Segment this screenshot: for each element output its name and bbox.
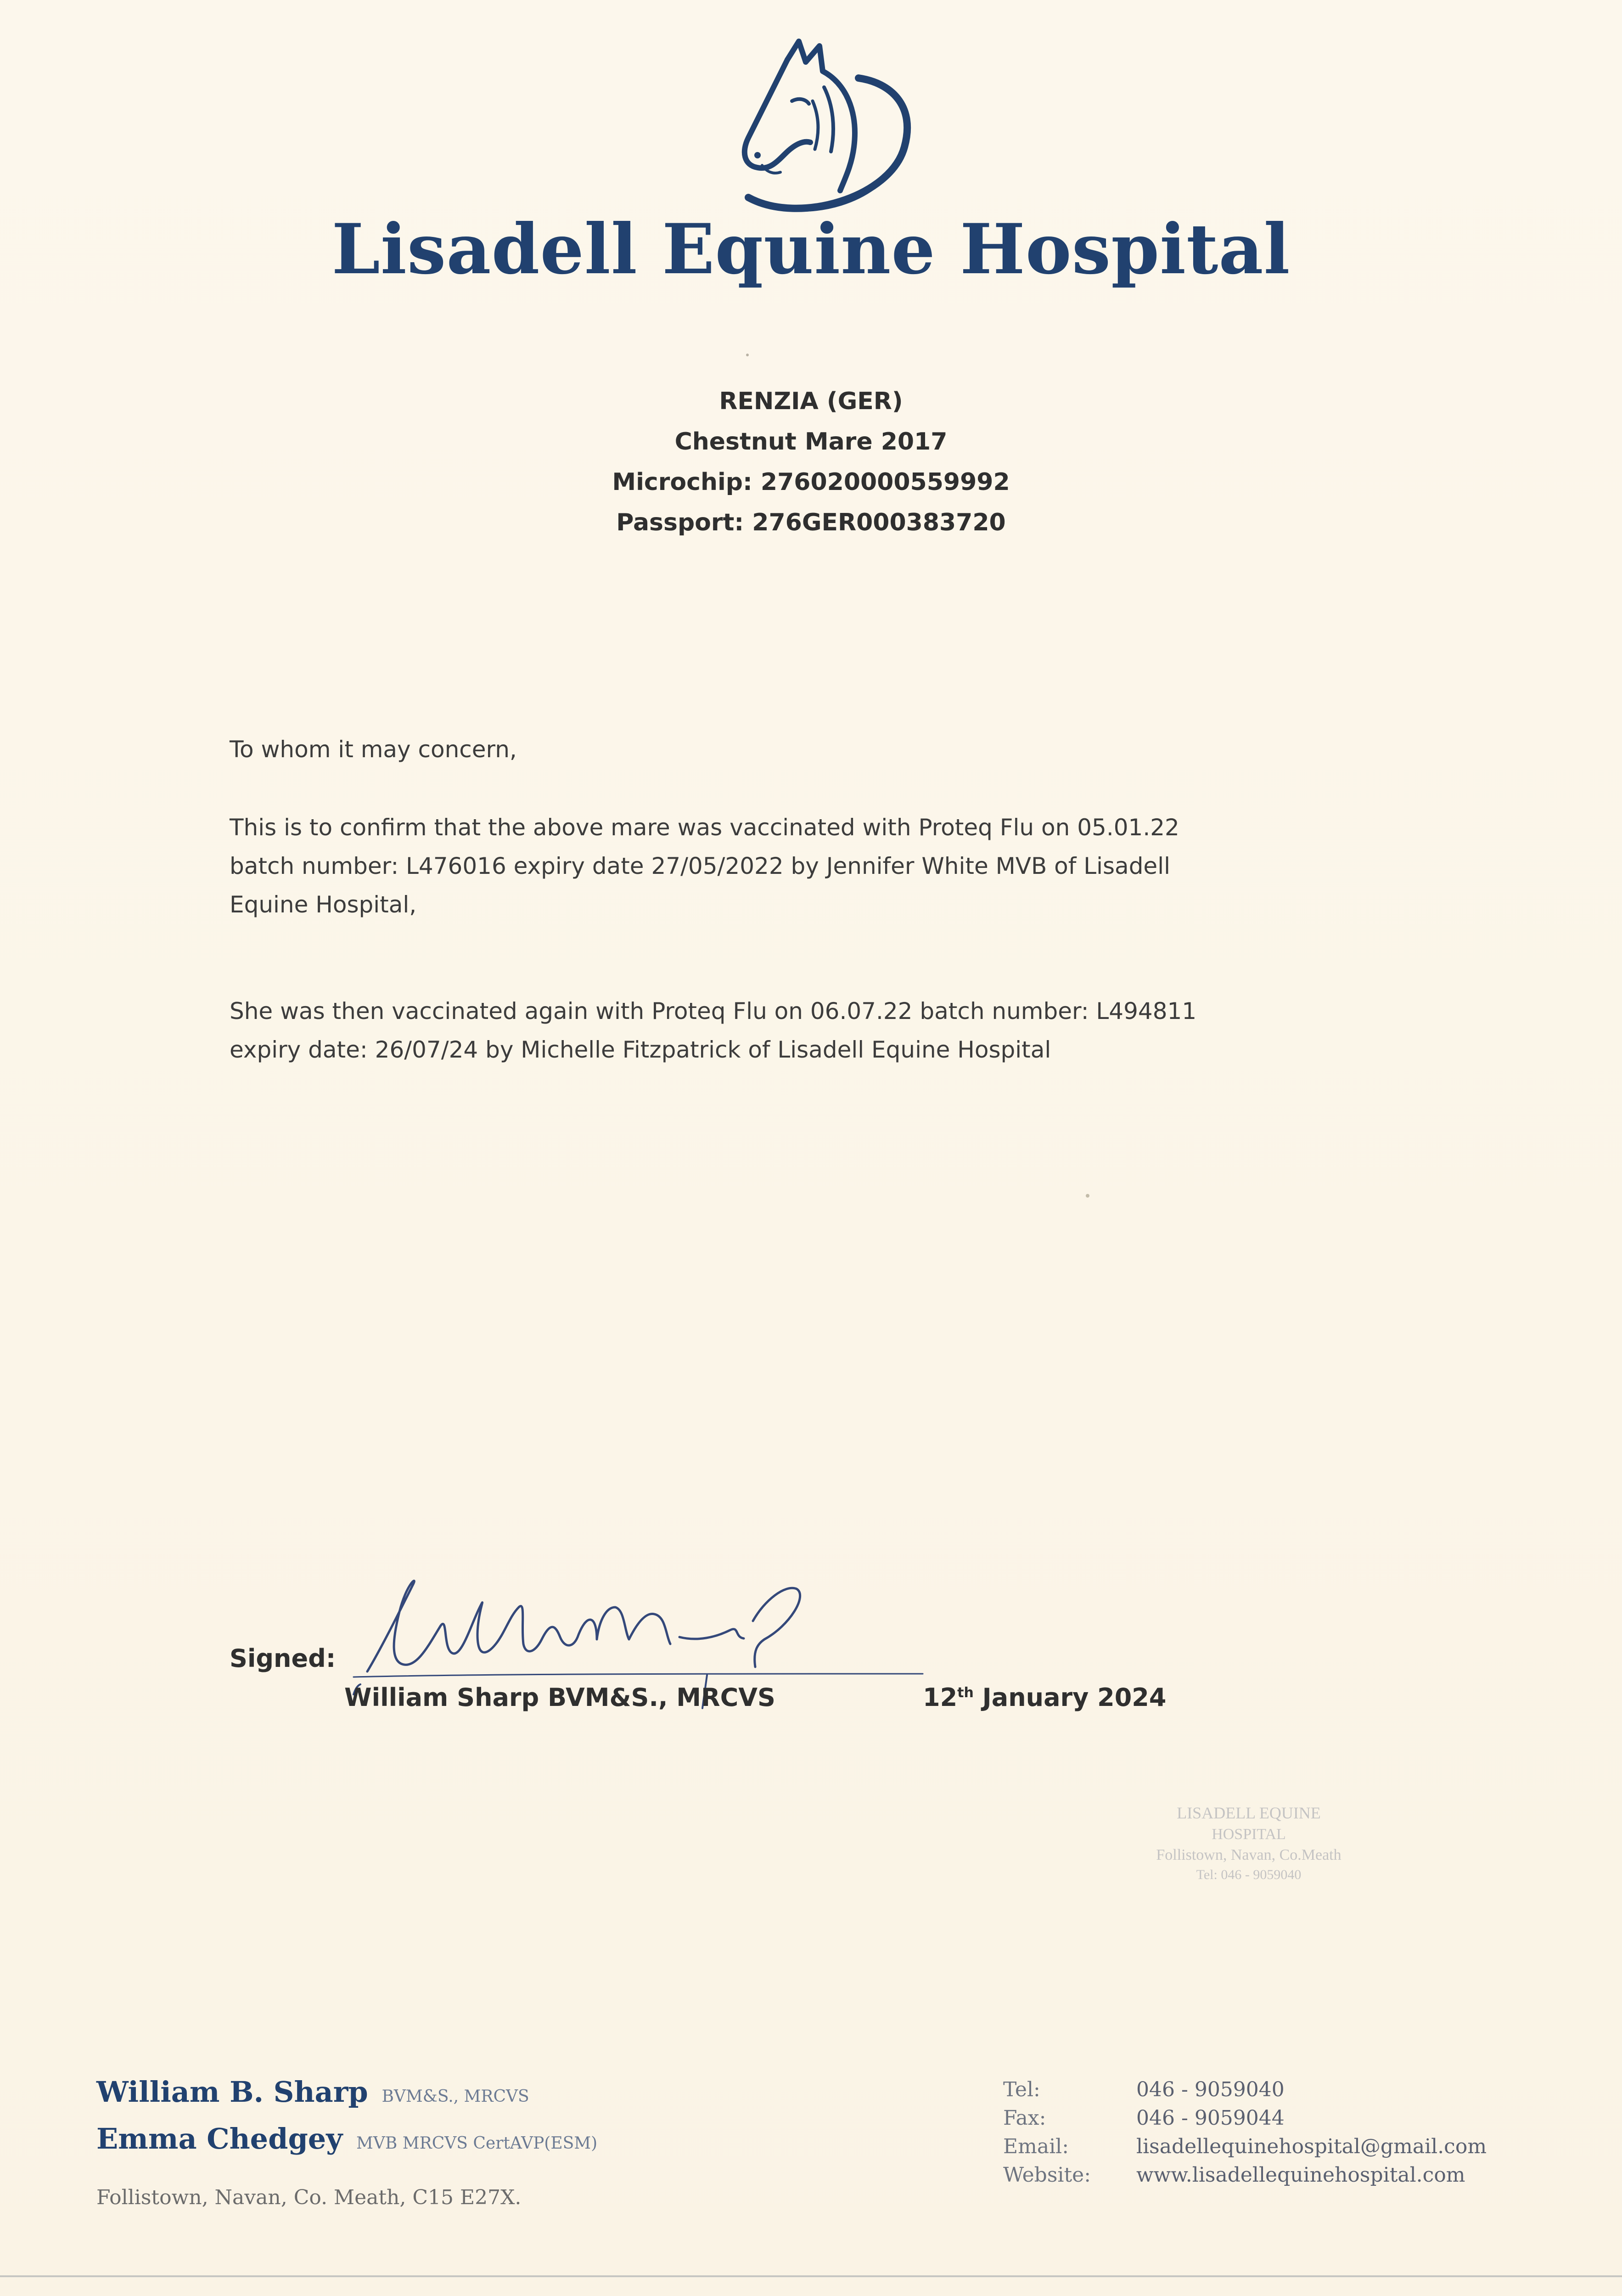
contact-value: 046 - 9059040 (1136, 2078, 1285, 2101)
vet-name: Emma Chedgey (96, 2122, 343, 2155)
vet-entry (96, 2118, 597, 2165)
horse-name: RENZIA (GER) (719, 388, 903, 415)
signature-date (923, 1683, 1166, 1712)
horse-details (0, 381, 1622, 543)
vet-name: William B. Sharp (96, 2075, 368, 2109)
paragraph-line: She was then vaccinated again with Proteq Flu on 06.07.22 batch number: L494811 (230, 998, 1197, 1024)
scan-speck (746, 354, 749, 356)
date-day: 12 (923, 1683, 958, 1712)
contact-value: lisadellequinehospital@gmail.com (1136, 2135, 1487, 2158)
horse-head-logo-icon (693, 32, 932, 225)
date-rest: January 2024 (982, 1683, 1167, 1712)
paragraph-line: This is to confirm that the above mare was vaccinated with Proteq Flu on 05.01.22 (230, 814, 1179, 841)
signed-label: Signed: (230, 1644, 336, 1673)
horse-description: Chestnut Mare 2017 (674, 428, 948, 456)
stamp-line: Tel: 046 - 9059040 (1196, 1867, 1302, 1882)
contact-label: Email: (1003, 2135, 1069, 2158)
stamp-line: LISADELL EQUINE (1177, 1804, 1321, 1822)
vaccination-paragraph-1 (230, 808, 1405, 924)
vet-entry (96, 2071, 597, 2118)
contact-value: www.lisadellequinehospital.com (1136, 2163, 1465, 2187)
vet-qualifications: BVM&S., MRCVS (382, 2087, 529, 2106)
bottom-divider (0, 2275, 1622, 2277)
paragraph-line: expiry date: 26/07/24 by Michelle Fitzpatrick of Lisadell Equine Hospital (230, 1036, 1051, 1063)
hospital-name: Lisadell Equine Hospital (331, 209, 1291, 290)
scan-speck (1086, 1194, 1089, 1198)
contact-details (1003, 2076, 1487, 2189)
contact-row-fax (1003, 2104, 1487, 2133)
contact-label: Website: (1003, 2163, 1091, 2187)
stamp-line: HOSPITAL (1212, 1826, 1286, 1843)
footer-vets (96, 2071, 597, 2165)
hospital-stamp (1111, 1800, 1386, 1906)
vet-qualifications: MVB MRCVS CertAVP(ESM) (356, 2134, 598, 2153)
contact-label: Tel: (1003, 2078, 1040, 2101)
contact-row-email (1003, 2133, 1487, 2161)
signer-name: William Sharp BVM&S., MRCVS (344, 1683, 775, 1712)
paragraph-line: Equine Hospital, (230, 891, 417, 918)
salutation: To whom it may concern, (230, 736, 517, 763)
date-suffix: th (957, 1685, 974, 1701)
paragraph-line: batch number: L476016 expiry date 27/05/2022 by Jennifer White MVB of Lisadell (230, 853, 1170, 879)
horse-microchip: Microchip: 276020000559992 (612, 468, 1010, 496)
footer-address: Follistown, Navan, Co. Meath, C15 E27X. (96, 2186, 522, 2209)
stamp-line: Follistown, Navan, Co.Meath (1156, 1846, 1341, 1863)
contact-row-website (1003, 2161, 1487, 2189)
contact-value: 046 - 9059044 (1136, 2106, 1285, 2130)
contact-label: Fax: (1003, 2106, 1046, 2130)
horse-passport: Passport: 276GER000383720 (616, 509, 1006, 536)
contact-row-tel (1003, 2076, 1487, 2104)
vaccination-paragraph-2 (230, 992, 1405, 1069)
